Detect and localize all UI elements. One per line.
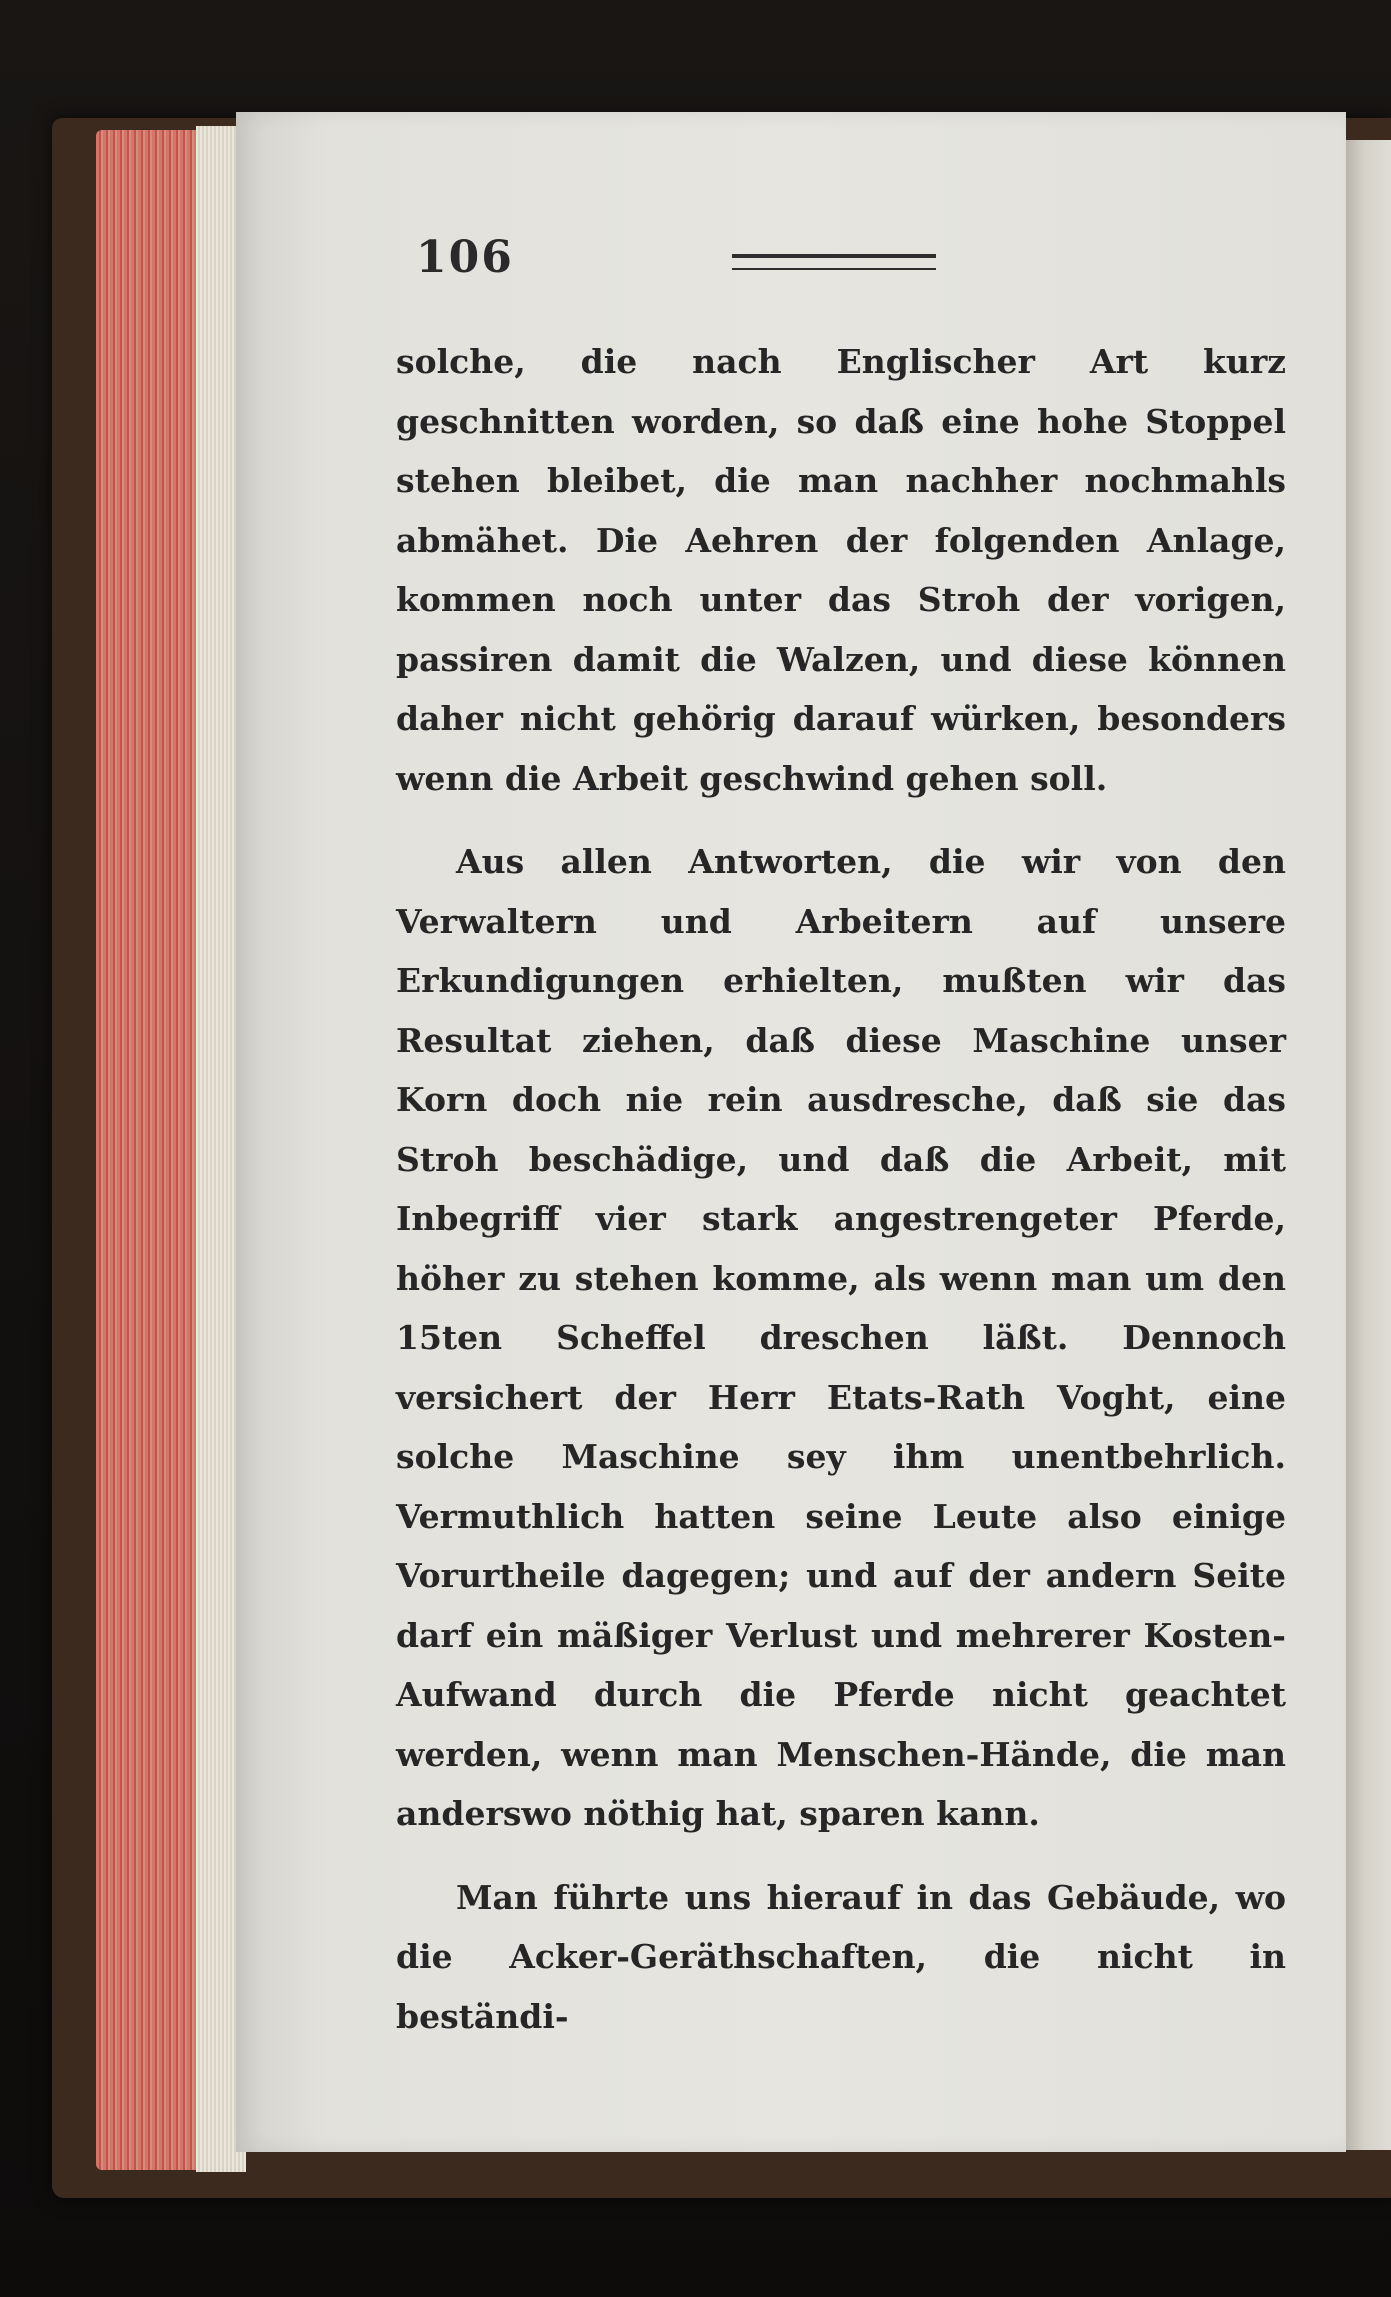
- paragraph: Man führte uns hierauf in das Gebäude, wo die Acker-Geräthschaften, die nicht in beständi-: [396, 1877, 1286, 2036]
- book-page: [236, 112, 1346, 2152]
- page-number: 106: [416, 232, 514, 283]
- next-page-edge: [1346, 140, 1391, 2150]
- paragraph: solche, die nach Englischer Art kurz geschnitten worden, so daß eine hohe Stoppel stehen bleibet, die man nachher nochmahls abmähet. Die Aehren der folgenden Anlage, kommen noch unter das Stroh der vorigen, passiren damit die Walzen, und diese können daher nicht gehörig darauf würken, besonders wenn die Arbeit geschwind gehen soll.: [396, 342, 1286, 798]
- paragraph: Aus allen Antworten, die wir von den Verwaltern und Arbeitern auf unsere Erkundigungen erhielten, mußten wir das Resultat ziehen, daß diese Maschine unser Korn doch nie rein ausdresche, daß sie das Stroh beschädige, und daß die Arbeit, mit Inbegriff vier stark angestrengeter Pferde, höher zu stehen komme, als wenn man um den 15ten Scheffel dreschen läßt. Dennoch versichert der Herr Etats-Rath Voght, eine solche Maschine sey ihm unentbehrlich. Vermuthlich hatten seine Leute also einige Vorurtheile dagegen; und auf der andern Seite darf ein mäßiger Verlust und mehrerer Kosten-Aufwand durch die Pferde nicht geachtet werden, wenn man Menschen-Hände, die man anderswo nöthig hat, sparen kann.: [396, 842, 1286, 1833]
- header-rule: [732, 254, 936, 270]
- page-header: [416, 232, 1216, 292]
- body-text: [396, 332, 1286, 2046]
